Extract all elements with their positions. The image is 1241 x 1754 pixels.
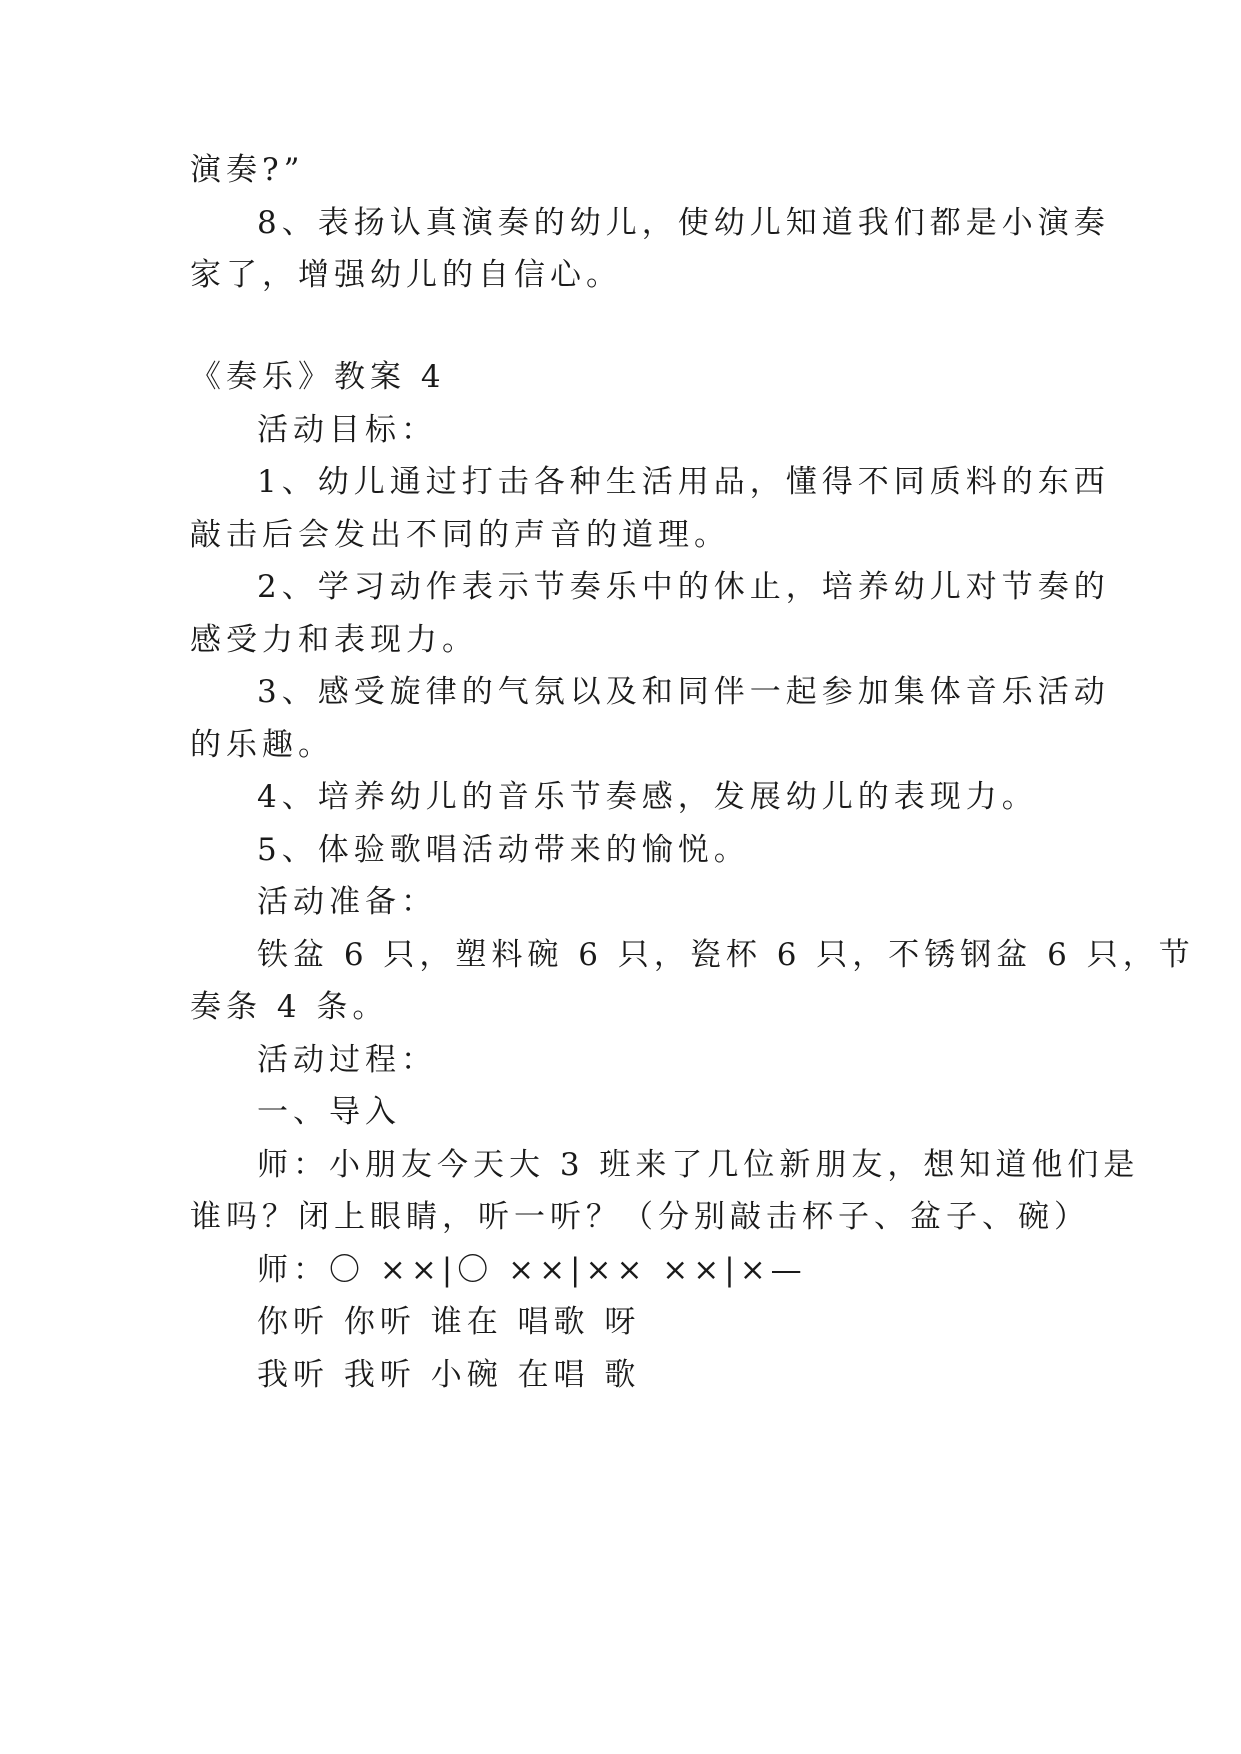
text-line-1: 演奏?” xyxy=(190,152,305,188)
text-line-goal-2-cont: 感受力和表现力。 xyxy=(190,622,478,658)
text-line-goal-4: 4、培养幼儿的音乐节奏感，发展幼儿的表现力。 xyxy=(257,779,1038,815)
heading-activity-process: 活动过程： xyxy=(257,1042,437,1078)
text-line-goal-3: 3、感受旋律的气氛以及和同伴一起参加集体音乐活动 xyxy=(257,674,1110,710)
text-line-goal-5: 5、体验歌唱活动带来的愉悦。 xyxy=(257,832,750,868)
text-line-3: 家了，增强幼儿的自信心。 xyxy=(190,257,622,293)
text-line-teacher-1: 师：小朋友今天大 3 班来了几位新朋友，想知道他们是 xyxy=(257,1147,1140,1183)
section-title: 《奏乐》教案 4 xyxy=(190,359,446,395)
text-line-rhythm: 师：〇 ××|〇 ××|×× ××|×— xyxy=(257,1252,807,1288)
heading-activity-prep: 活动准备： xyxy=(257,884,437,920)
text-line-goal-1: 1、幼儿通过打击各种生活用品，懂得不同质料的东西 xyxy=(257,464,1110,500)
text-line-prep-cont: 奏条 4 条。 xyxy=(190,989,389,1025)
text-line-prep: 铁盆 6 只，塑料碗 6 只，瓷杯 6 只，不锈钢盆 6 只，节 xyxy=(257,937,1195,973)
text-line-teacher-1-cont: 谁吗？闭上眼睛，听一听？（分别敲击杯子、盆子、碗） xyxy=(190,1199,1090,1235)
text-line-goal-2: 2、学习动作表示节奏乐中的休止，培养幼儿对节奏的 xyxy=(257,569,1110,605)
text-line-lyric-2: 我听 我听 小碗 在唱 歌 xyxy=(257,1357,641,1393)
text-line-goal-3-cont: 的乐趣。 xyxy=(190,727,334,763)
text-line-2: 8、表扬认真演奏的幼儿，使幼儿知道我们都是小演奏 xyxy=(257,205,1110,241)
heading-intro: 一、导入 xyxy=(257,1094,401,1130)
heading-activity-goals: 活动目标： xyxy=(257,412,437,448)
text-line-lyric-1: 你听 你听 谁在 唱歌 呀 xyxy=(257,1304,641,1340)
text-line-goal-1-cont: 敲击后会发出不同的声音的道理。 xyxy=(190,517,730,553)
